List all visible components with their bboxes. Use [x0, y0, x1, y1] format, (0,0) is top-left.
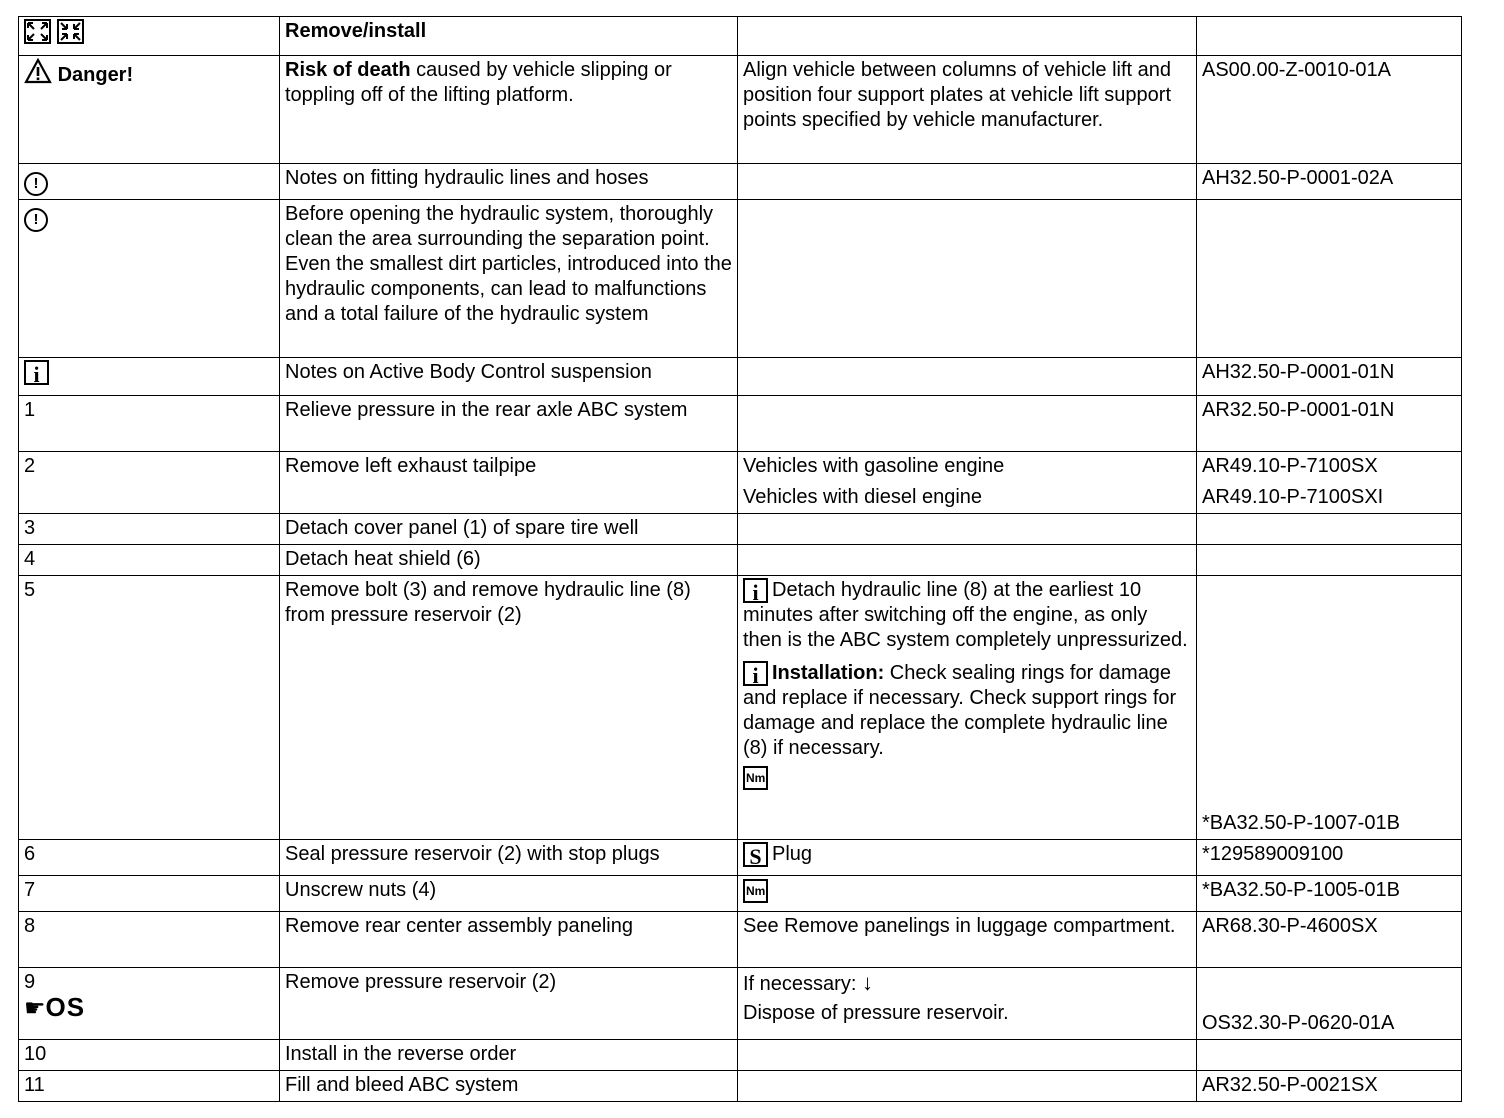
note-paragraph: [743, 661, 1191, 761]
note-paragraph: [743, 578, 1191, 653]
note-cell: Align vehicle between columns of vehicle lift and position four support plates at vehicle lift support points specified by vehicle manufacturer.: [738, 56, 1197, 164]
ref-link[interactable]: AH32.50-P-0001-02A: [1197, 164, 1462, 200]
table-row: [19, 545, 1462, 576]
note-text: Detach hydraulic line (8) at the earliest 10 minutes after switching off the engine, as only then is the ABC system completely unpressurized.: [743, 579, 1188, 651]
note-cell: [738, 876, 1197, 912]
header-title: Remove/install: [280, 17, 738, 56]
ref-cell: [1197, 968, 1462, 1040]
table-row: [19, 1071, 1462, 1102]
danger-label: Danger!: [57, 64, 134, 86]
table-row: [19, 396, 1462, 452]
torque-icon: Nm: [743, 766, 768, 790]
step-number: 6: [19, 840, 280, 876]
note-cell: [738, 358, 1197, 396]
step-number: 7: [19, 876, 280, 912]
ref-link[interactable]: AR49.10-P-7100SXI: [1202, 486, 1384, 508]
note-line: [743, 970, 1191, 997]
action-text: caused by vehicle slipping or toppling off of the lifting platform.: [285, 59, 672, 106]
note-cell: [738, 164, 1197, 200]
os-marker: [24, 992, 274, 1023]
table-row: [19, 17, 1462, 56]
caution-circle-icon: !: [24, 172, 48, 196]
table-row: [19, 452, 1462, 514]
pointing-hand-icon: ☛: [24, 995, 46, 1022]
procedure-table: [18, 16, 1462, 1102]
note-text: Plug: [772, 843, 813, 865]
ref-link[interactable]: AR68.30-P-4600SX: [1197, 912, 1462, 968]
header-empty-cell: [1197, 17, 1462, 56]
installation-label: Installation:: [772, 662, 885, 684]
table-row: [19, 576, 1462, 840]
step-number: 4: [19, 545, 280, 576]
note-cell: [738, 200, 1197, 358]
note-cell: [738, 396, 1197, 452]
note-cell: [738, 968, 1197, 1040]
step-cell: [19, 968, 280, 1040]
step-number: 9: [24, 971, 36, 993]
ref-link[interactable]: AH32.50-P-0001-01N: [1197, 358, 1462, 396]
special-tool-icon: S: [743, 842, 768, 867]
note-cell: [738, 452, 1197, 514]
step-number: 8: [19, 912, 280, 968]
ref-link[interactable]: *BA32.50-P-1007-01B: [1202, 812, 1400, 834]
action-cell: Notes on fitting hydraulic lines and hoses: [280, 164, 738, 200]
step-cell: [19, 200, 280, 358]
ref-cell: [1197, 576, 1462, 840]
table-row: [19, 164, 1462, 200]
step-number: 2: [19, 452, 280, 514]
note-cell: [738, 1071, 1197, 1102]
note-cell: [738, 576, 1197, 840]
ref-cell: [1197, 200, 1462, 358]
ref-link[interactable]: OS32.30-P-0620-01A: [1202, 1012, 1395, 1034]
step-number: 5: [19, 576, 280, 840]
info-icon: i: [743, 578, 768, 603]
table-row: [19, 514, 1462, 545]
action-cell: Remove pressure reservoir (2): [280, 968, 738, 1040]
info-icon: i: [24, 360, 49, 385]
ref-link[interactable]: *BA32.50-P-1005-01B: [1197, 876, 1462, 912]
action-cell: Before opening the hydraulic system, thoroughly clean the area surrounding the separation point. Even the smallest dirt particles, introduced into the hydraulic components, can lead to malfunctions and a total failure of the hydraulic system: [280, 200, 738, 358]
down-arrow-icon: ↓: [861, 970, 873, 995]
caution-circle-icon: !: [24, 208, 48, 232]
ref-link[interactable]: AR32.50-P-0021SX: [1197, 1071, 1462, 1102]
table-row: [19, 200, 1462, 358]
action-cell: Fill and bleed ABC system: [280, 1071, 738, 1102]
remove-icon: [24, 27, 57, 49]
step-cell: [19, 56, 280, 164]
table-row: [19, 1040, 1462, 1071]
step-number: 3: [19, 514, 280, 545]
table-row: [19, 968, 1462, 1040]
note-text: If necessary:: [743, 973, 857, 995]
step-cell: [19, 164, 280, 200]
note-cell: [738, 1040, 1197, 1071]
os-label: OS: [45, 992, 86, 1022]
info-icon: i: [743, 661, 768, 686]
ref-cell: [1197, 514, 1462, 545]
risk-label: Risk of death: [285, 59, 411, 81]
step-number: 11: [19, 1071, 280, 1102]
note-text: Check sealing rings for damage and replace if necessary. Check support rings for damage and replace the complete hydraulic line (8) if necessary.: [743, 662, 1177, 759]
ref-cell: [1197, 545, 1462, 576]
note-cell: See Remove panelings in luggage compartment.: [738, 912, 1197, 968]
ref-cell: [1197, 452, 1462, 514]
note-cell: [738, 545, 1197, 576]
table-row: [19, 912, 1462, 968]
note-line: Vehicles with diesel engine: [743, 486, 983, 508]
table-row: [19, 840, 1462, 876]
ref-link[interactable]: AR49.10-P-7100SX: [1202, 455, 1378, 477]
header-empty-cell: [738, 17, 1197, 56]
note-line: Dispose of pressure reservoir.: [743, 1002, 1009, 1024]
step-cell: [19, 358, 280, 396]
action-cell: Install in the reverse order: [280, 1040, 738, 1071]
action-cell: Unscrew nuts (4): [280, 876, 738, 912]
step-number: 10: [19, 1040, 280, 1071]
step-number: 1: [19, 396, 280, 452]
note-cell: [738, 514, 1197, 545]
action-cell: Seal pressure reservoir (2) with stop plugs: [280, 840, 738, 876]
table-row: [19, 358, 1462, 396]
action-cell: Detach cover panel (1) of spare tire well: [280, 514, 738, 545]
warning-triangle-icon: [24, 64, 58, 86]
action-cell: Detach heat shield (6): [280, 545, 738, 576]
install-icon: [57, 27, 84, 49]
action-cell: Remove rear center assembly paneling: [280, 912, 738, 968]
torque-icon: Nm: [743, 879, 768, 903]
note-cell: [738, 840, 1197, 876]
ref-link[interactable]: *129589009100: [1197, 840, 1462, 876]
action-cell: Remove bolt (3) and remove hydraulic line (8) from pressure reservoir (2): [280, 576, 738, 840]
table-row: [19, 876, 1462, 912]
header-icons-cell: [19, 17, 280, 56]
table-row: [19, 56, 1462, 164]
note-line: Vehicles with gasoline engine: [743, 455, 1005, 477]
action-cell: Relieve pressure in the rear axle ABC system: [280, 396, 738, 452]
ref-link[interactable]: AR32.50-P-0001-01N: [1197, 396, 1462, 452]
ref-cell: [1197, 1040, 1462, 1071]
action-cell: Notes on Active Body Control suspension: [280, 358, 738, 396]
action-cell: Remove left exhaust tailpipe: [280, 452, 738, 514]
ref-link[interactable]: AS00.00-Z-0010-01A: [1197, 56, 1462, 164]
action-cell: [280, 56, 738, 164]
